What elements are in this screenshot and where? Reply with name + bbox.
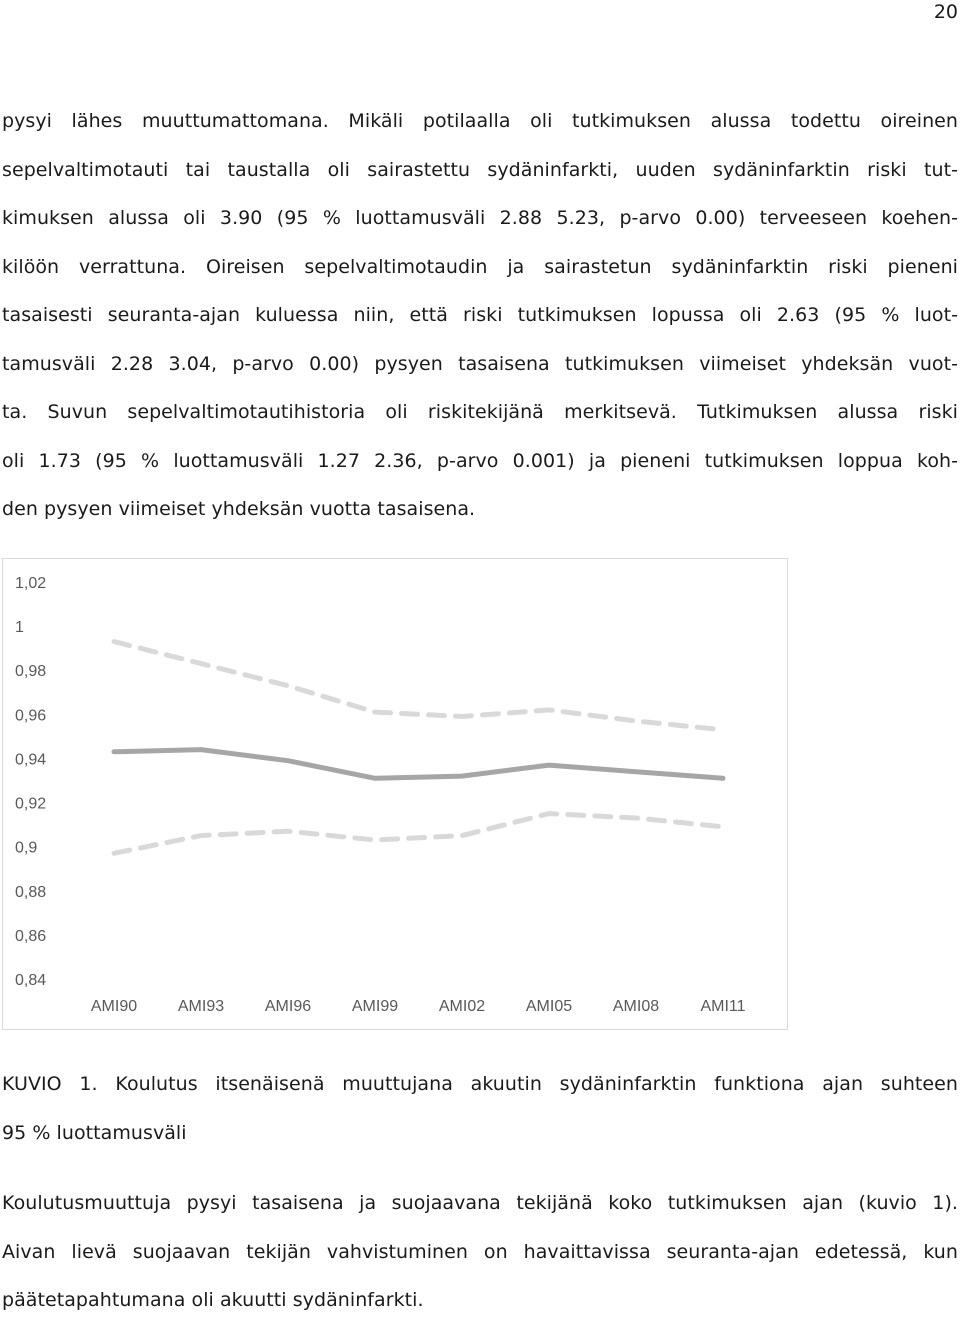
- y-tick-label: 1,02: [15, 575, 47, 592]
- text-line: kimuksen alussa oli 3.90 (95 % luottamusväli 2.88 5.23, p-arvo 0.00) terveeseen koehen-: [2, 207, 958, 229]
- y-tick-label: 1: [15, 619, 24, 637]
- text-line: tasaisesti seuranta-ajan kuluessa niin, että riski tutkimuksen lopussa oli 2.63 (95 % luot-: [2, 304, 958, 326]
- y-tick-label: 0,88: [15, 883, 47, 901]
- x-tick-label: AMI11: [700, 998, 746, 1015]
- y-tick-label: 0,9: [15, 839, 38, 857]
- text-line: Aivan lievä suojaavan tekijän vahvistuminen on havaittavissa seuranta-ajan edetessä, kun: [2, 1240, 958, 1263]
- caption-line: KUVIO 1. Koulutus itsenäisenä muuttujana akuutin sydäninfarktin funktiona ajan suhteen: [2, 1073, 958, 1095]
- figure-caption: [2, 1060, 958, 1157]
- chart-canvas: [3, 559, 787, 1029]
- estimate-line: [114, 750, 723, 779]
- text-line: oli 1.73 (95 % luottamusväli 1.27 2.36, p-arvo 0.001) ja pieneni tutkimuksen loppua koh-: [2, 449, 958, 472]
- text-line: ta. Suvun sepelvaltimotautihistoria oli riskitekijänä merkitsevä. Tutkimuksen alussa riski: [2, 401, 958, 423]
- text-line: sepelvaltimotauti tai taustalla oli sairastettu sydäninfarkti, uuden sydäninfarktin riski tut-: [2, 158, 958, 181]
- caption-line: 95 % luottamusväli: [2, 1121, 187, 1144]
- body-paragraph-2: [2, 1179, 958, 1325]
- body-paragraph-1: [2, 97, 958, 534]
- text-line: kilöön verrattuna. Oireisen sepelvaltimotaudin ja sairastetun sydäninfarktin riski pieneni: [2, 255, 958, 278]
- text-line: päätetapahtumana oli akuutti sydäninfarkti.: [2, 1289, 424, 1311]
- line-chart: [2, 558, 788, 1030]
- text-line: pysyi lähes muuttumattomana. Mikäli potilaalla oli tutkimuksen alussa todettu oireinen: [2, 110, 958, 132]
- x-tick-label: AMI02: [438, 998, 486, 1015]
- text-line: Koulutusmuuttuja pysyi tasaisena ja suojaavana tekijänä koko tutkimuksen ajan (kuvio 1).: [2, 1192, 958, 1214]
- page-number: 20: [933, 1, 958, 23]
- x-tick-label: AMI05: [525, 998, 573, 1015]
- x-tick-label: AMI96: [264, 998, 312, 1015]
- y-tick-label: 0,86: [15, 927, 47, 945]
- y-tick-label: 0,96: [15, 707, 47, 725]
- y-tick-label: 0,84: [15, 972, 47, 989]
- text-line: den pysyen viimeiset yhdeksän vuotta tasaisena.: [2, 498, 476, 520]
- x-tick-label: AMI90: [90, 998, 138, 1015]
- y-tick-label: 0,94: [15, 751, 47, 769]
- text-line: tamusväli 2.28 3.04, p-arvo 0.00) pysyen tasaisena tutkimuksen viimeiset yhdeksän vuot-: [2, 352, 958, 375]
- x-tick-label: AMI99: [351, 998, 399, 1015]
- y-tick-label: 0,98: [15, 663, 47, 681]
- confidence-bound-line: [114, 642, 723, 730]
- y-tick-label: 0,92: [15, 795, 47, 813]
- x-tick-label: AMI08: [612, 998, 660, 1015]
- confidence-bound-line: [114, 814, 723, 854]
- x-tick-label: AMI93: [177, 998, 225, 1015]
